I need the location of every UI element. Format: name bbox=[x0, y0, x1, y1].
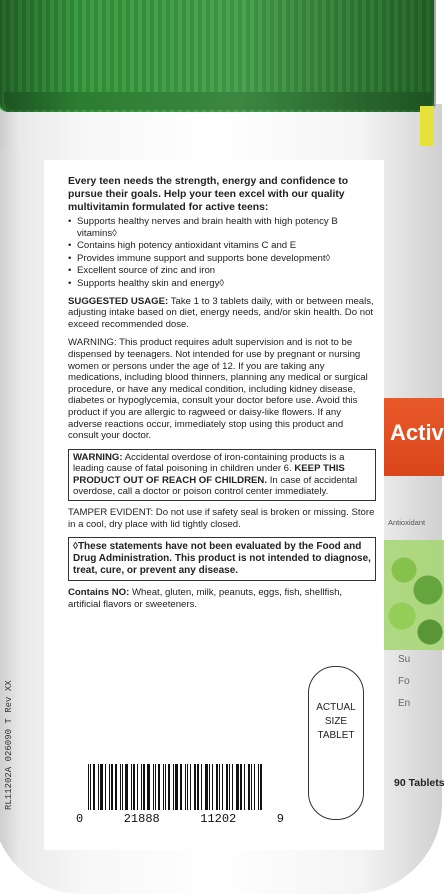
tablet-line: TABLET bbox=[317, 730, 355, 741]
barcode-bar bbox=[100, 764, 103, 810]
barcode-bar bbox=[258, 764, 259, 810]
barcode-bar bbox=[187, 764, 188, 810]
contains-label: Contains NO: bbox=[68, 587, 130, 599]
barcode-digit-group: 0 bbox=[76, 812, 84, 826]
tablet-count: 90 Tablets bbox=[394, 777, 445, 789]
barcode-bar bbox=[232, 764, 233, 810]
cap-shading bbox=[0, 0, 436, 112]
benefit-item: • Contains high potency antioxidant vitamins C and E bbox=[68, 240, 376, 252]
front-row: Su bbox=[398, 654, 411, 665]
barcode-bar bbox=[229, 764, 230, 810]
allergen-info bbox=[68, 587, 376, 610]
tablet-line: SIZE bbox=[324, 716, 348, 727]
barcode-bar bbox=[216, 764, 218, 810]
front-subtitle: Antioxidant bbox=[388, 518, 426, 527]
benefit-item: • Excellent source of zinc and iron bbox=[68, 265, 376, 277]
benefit-item: • Supports healthy skin and energy◊ bbox=[68, 278, 376, 290]
barcode-bar bbox=[141, 764, 142, 810]
iron-warning-text-2: In case of accidental overdose, call a doctor or poison control center immediately. bbox=[73, 474, 358, 498]
barcode-bar bbox=[197, 764, 199, 810]
benefit-list bbox=[68, 216, 376, 290]
actual-size-tablet bbox=[308, 666, 364, 820]
barcode-bar bbox=[222, 764, 223, 810]
barcode-bar bbox=[98, 764, 99, 810]
barcode-bar bbox=[122, 764, 123, 810]
barcode-bar bbox=[212, 764, 213, 810]
barcode-bar bbox=[226, 764, 228, 810]
benefit-item: • Supports healthy nerves and brain health with high potency B vitamins◊ bbox=[68, 216, 376, 239]
barcode-bar bbox=[168, 764, 170, 810]
barcode-bar bbox=[175, 764, 178, 810]
iron-warning-label: WARNING: bbox=[73, 451, 123, 463]
barcode-bar bbox=[115, 764, 117, 810]
greens-image bbox=[384, 540, 444, 650]
suggested-usage bbox=[68, 296, 376, 331]
barcode-bar bbox=[137, 764, 138, 810]
barcode-bar bbox=[260, 764, 262, 810]
tablet-line: ACTUAL bbox=[316, 702, 356, 713]
barcode-bar bbox=[155, 764, 156, 810]
front-row: Fo bbox=[398, 676, 410, 687]
barcode-bar bbox=[248, 764, 250, 810]
barcode-bar bbox=[125, 764, 128, 810]
tamper-evident: TAMPER EVIDENT: Do not use if safety seal is broken or missing. Store in a cool, dry place with lid tightly closed. bbox=[68, 507, 375, 530]
barcode-bar bbox=[173, 764, 174, 810]
barcode-digit-group: 11202 bbox=[200, 812, 237, 826]
barcode-bar bbox=[251, 764, 252, 810]
barcode-digit-group: 21888 bbox=[123, 812, 160, 826]
front-label bbox=[384, 380, 444, 880]
barcode-bar bbox=[143, 764, 145, 810]
barcode-bar bbox=[88, 764, 89, 810]
barcode-bar bbox=[90, 764, 91, 810]
barcode-bar bbox=[163, 764, 164, 810]
barcode-bar bbox=[165, 764, 166, 810]
barcode-bar bbox=[194, 764, 196, 810]
usage-text: Take 1 to 3 tablets daily, with or between meals, adjusting intake based on diet, energy needs, and/or skin health. Do not exceed recommended dose. bbox=[68, 295, 374, 330]
barcode-digit-group: 9 bbox=[276, 812, 284, 826]
label-text-panel bbox=[68, 175, 376, 617]
lot-code: RL11202A 026090 T Rev XX bbox=[4, 680, 14, 810]
barcode-bar bbox=[147, 764, 150, 810]
barcode-bar bbox=[201, 764, 202, 810]
front-label-edge bbox=[420, 106, 434, 146]
upc-barcode bbox=[76, 764, 284, 824]
barcode-bar bbox=[109, 764, 110, 810]
barcode-bar bbox=[219, 764, 220, 810]
front-row: En bbox=[398, 698, 411, 709]
barcode-bars bbox=[88, 764, 274, 810]
barcode-bar bbox=[209, 764, 210, 810]
contains-text: Wheat, gluten, milk, peanuts, eggs, fish, shellfish, artificial flavors or sweeteners. bbox=[68, 587, 343, 610]
barcode-bar bbox=[180, 764, 182, 810]
warning-text: WARNING: This product requires adult supervision and is not to be dispensed by teenagers. Not intended for use by pregnant or nursing women or persons under the age of 12. If you are taking any medications, including blood thinners, planning any medical or surgical procedure, or have any medical condition, including kidney disease, diabetes or hypoglycemia, consult your doctor before use. Avoid this product if you are allergic to ragweed or daisy-like flowers. If any adverse reactions occur, immediately stop using this product and consult your doctor. bbox=[68, 337, 368, 442]
barcode-bar bbox=[131, 764, 132, 810]
barcode-bar bbox=[205, 764, 208, 810]
barcode-bar bbox=[185, 764, 186, 810]
iron-warning-keep-out: KEEP THIS PRODUCT OUT OF REACH OF CHILDREN. bbox=[73, 463, 345, 486]
front-title: Activ bbox=[390, 420, 444, 445]
barcode-bar bbox=[133, 764, 135, 810]
barcode-bar bbox=[240, 764, 242, 810]
iron-warning-text: Accidental overdose of iron-containing products is a leading cause of fatal poisoning in children under 6. bbox=[73, 451, 345, 475]
barcode-bar bbox=[236, 764, 239, 810]
benefit-item: • Provides immune support and supports bone development◊ bbox=[68, 253, 376, 265]
barcode-bar bbox=[93, 764, 95, 810]
barcode-bar bbox=[244, 764, 245, 810]
barcode-bar bbox=[111, 764, 113, 810]
fda-disclaimer: ◊These statements have not been evaluated by the Food and Drug Administration. This product is not intended to diagnose, treat, cure, or prevent any disease. bbox=[68, 537, 376, 581]
barcode-bar bbox=[120, 764, 121, 810]
barcode-bar bbox=[254, 764, 255, 810]
intro-text: Every teen needs the strength, energy and confidence to pursue their goals. Help your teen excel with our quality multivitamin formulated for active teens: bbox=[68, 176, 349, 213]
iron-warning-box bbox=[68, 449, 376, 501]
barcode-bar bbox=[105, 764, 106, 810]
usage-label: SUGGESTED USAGE: bbox=[68, 295, 169, 307]
barcode-bar bbox=[190, 764, 191, 810]
barcode-bar bbox=[153, 764, 154, 810]
barcode-bar bbox=[158, 764, 160, 810]
barcode-number bbox=[76, 812, 284, 826]
